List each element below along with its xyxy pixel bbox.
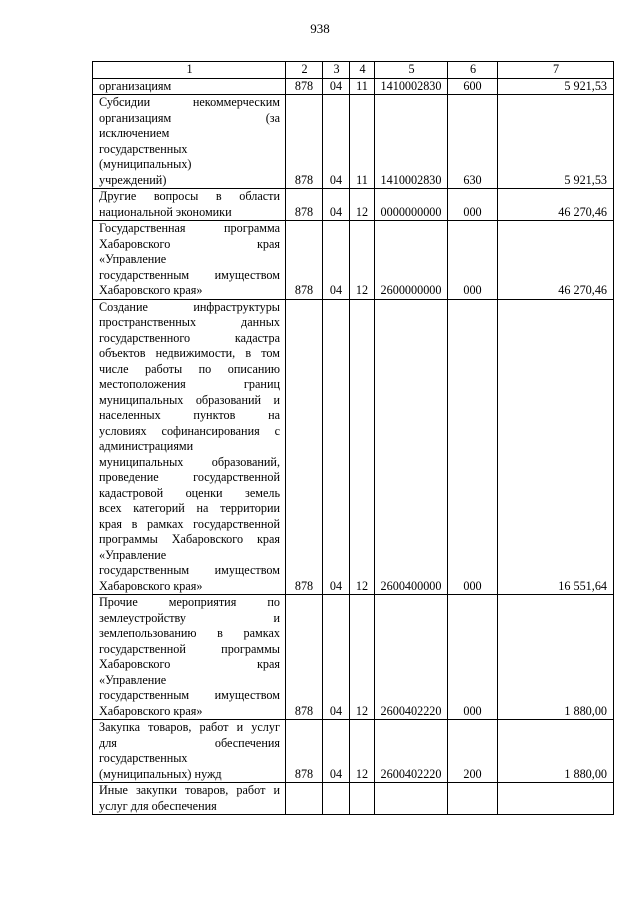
expense-type-cell: 000 bbox=[448, 189, 498, 221]
subsection-code-cell: 12 bbox=[350, 221, 375, 300]
expense-type-cell: 600 bbox=[448, 78, 498, 95]
row-name-line: государственных bbox=[99, 751, 188, 765]
table-row bbox=[93, 595, 614, 720]
table-row bbox=[93, 95, 614, 189]
row-name-line: (муниципальных) bbox=[99, 157, 192, 171]
expense-type-cell: 000 bbox=[448, 595, 498, 720]
row-name-line: объектов недвижимости, в том bbox=[99, 346, 280, 360]
budget-table bbox=[92, 61, 614, 815]
row-name-line: государственной программы bbox=[99, 641, 280, 656]
subsection-code-cell: 12 bbox=[350, 595, 375, 720]
column-header: 1 bbox=[93, 62, 286, 79]
subsection-code-cell: 12 bbox=[350, 720, 375, 783]
row-name-line: государственным имуществом bbox=[99, 267, 280, 282]
row-name-line: Субсидии некоммерческим bbox=[99, 95, 280, 109]
row-name-line: организациям (за bbox=[99, 110, 280, 125]
amount-cell: 46 270,46 bbox=[498, 221, 614, 300]
row-name-line: края в рамках государственной bbox=[99, 516, 280, 531]
row-name-line: национальной экономики bbox=[99, 204, 232, 219]
row-name-line: числе работы по описанию bbox=[99, 361, 280, 376]
table-row bbox=[93, 221, 614, 300]
column-header: 2 bbox=[286, 62, 323, 79]
ministry-code-cell bbox=[286, 783, 323, 815]
row-name-line: условиях софинансирования с bbox=[99, 423, 280, 438]
ministry-code-cell: 878 bbox=[286, 299, 323, 595]
column-header: 6 bbox=[448, 62, 498, 79]
table-row bbox=[93, 783, 614, 815]
row-name-line: государственным имуществом bbox=[99, 688, 280, 702]
section-code-cell: 04 bbox=[323, 720, 350, 783]
expense-type-cell: 630 bbox=[448, 95, 498, 189]
expense-type-cell bbox=[448, 783, 498, 815]
column-header: 5 bbox=[375, 62, 448, 79]
row-name-line: программы Хабаровского края bbox=[99, 532, 280, 546]
target-article-cell: 2600402220 bbox=[375, 720, 448, 783]
row-name-line: всех категорий на территории bbox=[99, 501, 280, 515]
ministry-code-cell: 878 bbox=[286, 78, 323, 95]
table-row bbox=[93, 189, 614, 221]
ministry-code-cell: 878 bbox=[286, 221, 323, 300]
target-article-cell bbox=[375, 783, 448, 815]
subsection-code-cell: 11 bbox=[350, 78, 375, 95]
row-name-line: местоположения границ bbox=[99, 377, 280, 391]
row-name-line: землеустройству и bbox=[99, 610, 280, 625]
expense-type-cell: 000 bbox=[448, 299, 498, 595]
column-header: 3 bbox=[323, 62, 350, 79]
row-name-line: Государственная программа bbox=[99, 221, 280, 235]
target-article-cell: 0000000000 bbox=[375, 189, 448, 221]
amount-cell: 5 921,53 bbox=[498, 78, 614, 95]
section-code-cell: 04 bbox=[323, 189, 350, 221]
row-name-line: администрациями bbox=[99, 439, 194, 453]
amount-cell: 5 921,53 bbox=[498, 95, 614, 189]
row-name-line: «Управление bbox=[99, 252, 167, 266]
row-name-cell bbox=[93, 189, 286, 221]
column-header: 4 bbox=[350, 62, 375, 79]
section-code-cell bbox=[323, 783, 350, 815]
row-name-line: организациям bbox=[99, 78, 172, 93]
section-code-cell: 04 bbox=[323, 95, 350, 189]
row-name-cell bbox=[93, 720, 286, 783]
row-name-line: Хабаровского края» bbox=[99, 283, 203, 297]
section-code-cell: 04 bbox=[323, 595, 350, 720]
row-name-line: «Управление bbox=[99, 672, 167, 687]
ministry-code-cell: 878 bbox=[286, 720, 323, 783]
row-name-line: Закупка товаров, работ и услуг bbox=[99, 720, 280, 734]
amount-cell: 16 551,64 bbox=[498, 299, 614, 595]
row-name-line: проведение государственной bbox=[99, 470, 280, 484]
row-name-line: кадастровой оценки земель bbox=[99, 485, 280, 500]
expense-type-cell: 200 bbox=[448, 720, 498, 783]
row-name-line: Иные закупки товаров, работ и bbox=[99, 783, 280, 797]
row-name-line: (муниципальных) нужд bbox=[99, 766, 222, 781]
subsection-code-cell: 11 bbox=[350, 95, 375, 189]
table-header-row bbox=[93, 62, 614, 79]
expense-type-cell: 000 bbox=[448, 221, 498, 300]
table-row bbox=[93, 299, 614, 595]
row-name-cell bbox=[93, 221, 286, 300]
target-article-cell: 2600000000 bbox=[375, 221, 448, 300]
target-article-cell: 1410002830 bbox=[375, 95, 448, 189]
amount-cell: 46 270,46 bbox=[498, 189, 614, 221]
ministry-code-cell: 878 bbox=[286, 189, 323, 221]
subsection-code-cell: 12 bbox=[350, 189, 375, 221]
amount-cell: 1 880,00 bbox=[498, 595, 614, 720]
row-name-line: землепользованию в рамках bbox=[99, 626, 280, 640]
section-code-cell: 04 bbox=[323, 78, 350, 95]
row-name-line: Хабаровского края» bbox=[99, 703, 203, 718]
row-name-line: учреждений) bbox=[99, 172, 167, 187]
amount-cell bbox=[498, 783, 614, 815]
row-name-line: муниципальных образований и bbox=[99, 392, 280, 407]
target-article-cell: 1410002830 bbox=[375, 78, 448, 95]
column-header: 7 bbox=[498, 62, 614, 79]
row-name-cell bbox=[93, 78, 286, 95]
section-code-cell: 04 bbox=[323, 299, 350, 595]
subsection-code-cell bbox=[350, 783, 375, 815]
row-name-line: государственного кадастра bbox=[99, 330, 280, 345]
section-code-cell: 04 bbox=[323, 221, 350, 300]
row-name-line: услуг для обеспечения bbox=[99, 798, 217, 813]
page-number: 938 bbox=[310, 21, 330, 36]
row-name-line: населенных пунктов на bbox=[99, 408, 280, 422]
row-name-line: Создание инфраструктуры bbox=[99, 299, 280, 314]
row-name-cell bbox=[93, 95, 286, 189]
row-name-line: муниципальных образований, bbox=[99, 454, 280, 469]
row-name-line: государственным имуществом bbox=[99, 563, 280, 577]
ministry-code-cell: 878 bbox=[286, 95, 323, 189]
row-name-line: Другие вопросы в области bbox=[99, 189, 280, 203]
row-name-line: Хабаровского края» bbox=[99, 578, 203, 593]
target-article-cell: 2600402220 bbox=[375, 595, 448, 720]
target-article-cell: 2600400000 bbox=[375, 299, 448, 595]
subsection-code-cell: 12 bbox=[350, 299, 375, 595]
row-name-line: Хабаровского края bbox=[99, 657, 280, 671]
row-name-cell bbox=[93, 299, 286, 595]
row-name-line: Прочие мероприятия по bbox=[99, 595, 280, 609]
row-name-line: государственных bbox=[99, 141, 188, 156]
row-name-line: для обеспечения bbox=[99, 735, 280, 750]
row-name-cell bbox=[93, 595, 286, 720]
table-row bbox=[93, 720, 614, 783]
table-row bbox=[93, 78, 614, 95]
amount-cell: 1 880,00 bbox=[498, 720, 614, 783]
ministry-code-cell: 878 bbox=[286, 595, 323, 720]
row-name-line: исключением bbox=[99, 126, 170, 140]
row-name-line: Хабаровского края bbox=[99, 236, 280, 251]
row-name-line: «Управление bbox=[99, 547, 167, 562]
row-name-cell bbox=[93, 783, 286, 815]
row-name-line: пространственных данных bbox=[99, 315, 280, 329]
